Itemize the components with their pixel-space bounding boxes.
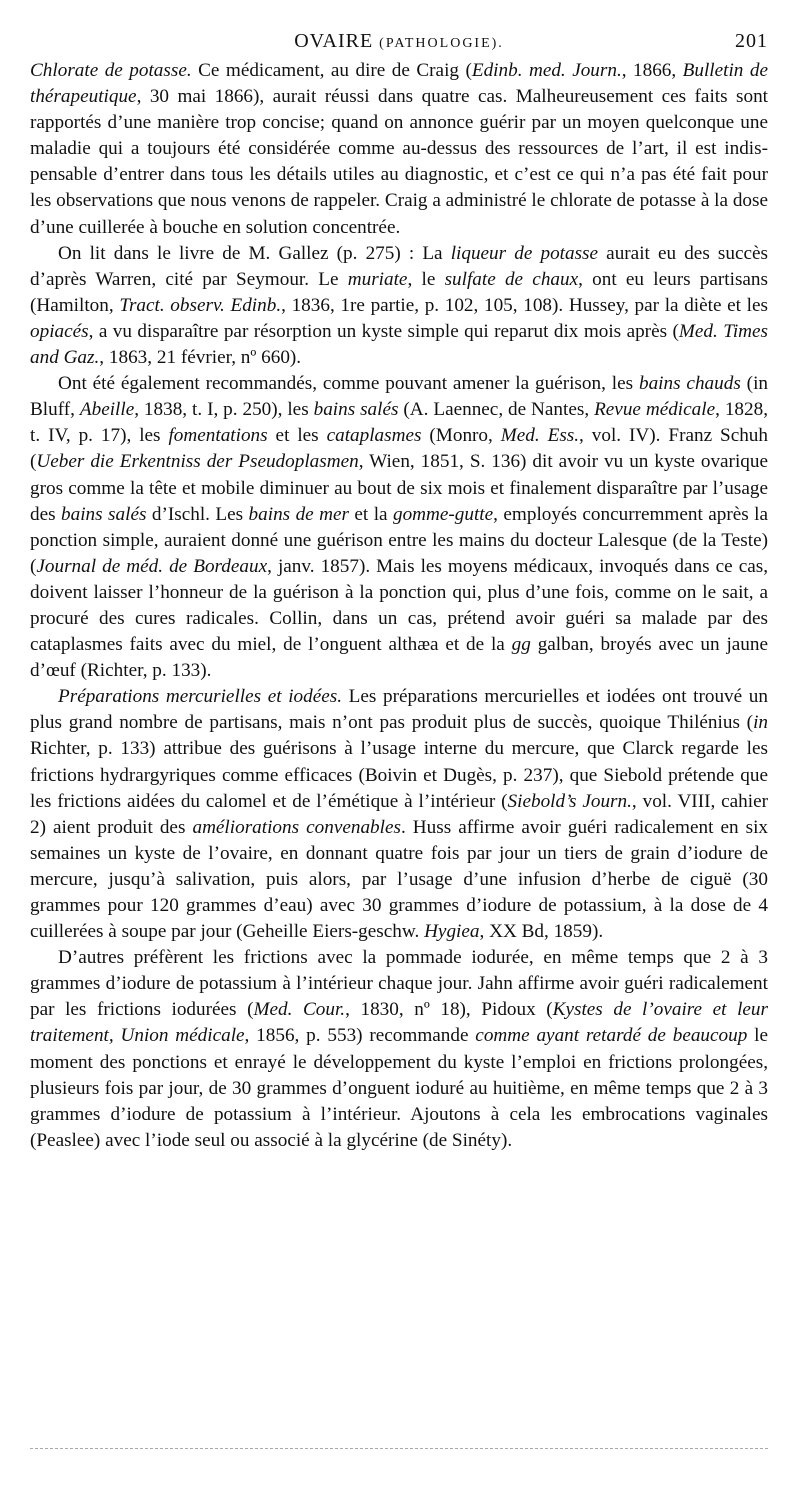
italic-run: Journal de méd. de Bordeaux: [36, 555, 268, 577]
paragraph: [30, 371, 768, 684]
italic-run: sulfate de chaux: [444, 268, 579, 290]
text-run: On lit dans le livre de M. Gallez (p. 275) : La: [58, 242, 451, 264]
italic-run: améliorations convenables: [192, 816, 401, 838]
italic-run: Ueber die Erkentniss der Pseudoplasmen: [36, 451, 359, 473]
italic-run: Bulletin de thérapeutique: [30, 60, 768, 108]
text-run: , vol. VIII, cahier 2) aient produit des: [30, 790, 769, 838]
italic-run: bains de mer: [248, 503, 349, 525]
italic-run: Abeille: [79, 399, 135, 421]
text-run: , le: [407, 268, 445, 290]
text-run: (in Bluff,: [30, 373, 768, 421]
italic-run: Edinb. med. Journ.: [471, 60, 622, 81]
text-run: aurait eu des succès d’après Warren, cité par Seymour. Le: [30, 242, 768, 290]
text-run: galban, broyés avec un jaune d’œuf (Richter, p. 133).: [30, 634, 769, 682]
italic-run: bains chauds: [638, 373, 741, 395]
italic-run: muriate: [347, 268, 408, 290]
text-run: , 1866,: [621, 60, 683, 81]
text-run: (A. Laennec, de Nantes,: [398, 399, 595, 421]
italic-run: fomentations: [168, 425, 268, 447]
text-run: d’Ischl. Les: [146, 503, 249, 525]
text-run: , vol. IV). Franz Schuh (: [30, 425, 768, 473]
italic-run: Siebold’s Journ.: [507, 790, 632, 812]
running-title: [30, 30, 768, 53]
page: [30, 28, 768, 1154]
italic-run: Tract. observ. Edinb.: [119, 294, 282, 316]
italic-run: Kystes de l’ovaire et leur traitement, Union médicale: [30, 999, 768, 1047]
text-run: , ont eu leurs partisans (Hamilton,: [30, 268, 768, 316]
text-run: , 1856, p. 553) recommande: [244, 1025, 476, 1047]
running-header: [30, 28, 768, 58]
italic-run: in: [753, 712, 768, 734]
italic-run: bains salés: [61, 503, 147, 525]
text-run: , 1838, t. I, p. 250), les: [134, 399, 314, 421]
page-number: 201: [735, 30, 768, 52]
paragraph: [30, 684, 768, 945]
text-run: , 1830, nº 18), Pidoux (: [345, 999, 553, 1021]
italic-run: bains salés: [313, 399, 399, 421]
text-run: , employés concurremment après la ponction simple, auraient donné une guérison entre les mains du docteur Lalesque (de la Teste) (: [30, 503, 768, 577]
italic-run: Med. Times and Gaz.: [30, 320, 768, 369]
text-run: , XX Bd, 1859).: [479, 921, 604, 943]
text-run: Richter, p. 133) attribue des guérisons à l’usage interne du mercure, que Clarck regarde les frictions hydrargyriques comme efficaces (Boivin et Dugès, p. 237), que Siebold prétende que les frictions aidées du calomel et de l’émétique à l’intérieur (: [30, 738, 768, 812]
text-run: D’autres préfèrent les frictions avec la pommade iodurée, en même temps que 2 à 3 grammes d’iodure de potassium à l’intérieur chaque jour. Jahn affirme avoir guéri radicalement par les frictions iodurées (: [30, 947, 768, 1021]
body-text: [30, 58, 768, 1154]
italic-run: Hygiea: [424, 921, 480, 943]
text-run: , janv. 1857). Mais les moyens médicaux, invoqués dans ce cas, doivent laisser l’honneur de la guérison à la ponction qui, plus d’une fois, comme on le sait, a procuré des cures radicales. Collin, dans un cas, prétend avoir guéri sa malade par des cataplasmes faits avec du miel, de l’onguent althæa et de la: [30, 555, 768, 656]
italic-run: Chlorate de potasse.: [30, 60, 192, 81]
italic-run: gomme-gutte: [392, 503, 494, 525]
text-run: et la: [348, 503, 393, 525]
paragraph: [30, 241, 768, 371]
italic-run: cataplasmes: [326, 425, 422, 447]
running-title-sub: (PATHOLOGIE).: [379, 36, 504, 51]
text-run: et les: [267, 425, 327, 447]
text-run: (Monro,: [421, 425, 501, 447]
italic-run: Préparations mercurielles et iodées.: [58, 686, 343, 708]
paragraph: [30, 58, 768, 241]
paragraph: [30, 945, 768, 1154]
text-run: , 1828, t. IV, p. 17), les: [30, 399, 768, 447]
italic-run: opiacés: [30, 320, 89, 342]
text-run: , Wien, 1851, S. 136) dit avoir vu un kyste ovarique gros comme la tête et mobile diminuer au bout de six mois et finalement disparaître par l’usage des: [30, 451, 768, 525]
text-run: le moment des ponctions et enrayé le développement du kyste l’emploi en frictions prolongées, plusieurs fois par jour, de 30 grammes d’onguent ioduré au huitième, en même temps que 2 à 3 grammes d’iodure de potassium à l’intérieur. Ajoutons à cela les embrocations vaginales (Peaslee) avec l’iode seul ou associé à la glycérine (de Sinéty).: [30, 1025, 768, 1151]
text-run: Ce médicament, au dire de Craig (: [191, 60, 472, 81]
italic-run: Revue médicale: [594, 399, 716, 421]
text-run: . Huss affirme avoir guéri radicalement en six semaines un kyste de l’ovaire, en donnant quatre fois par jour un tiers de grain d’iodure de mercure, jusqu’à salivation, puis alors, par l’usage d’une infusion d’herbe de ciguë (30 grammes pour 120 grammes d’eau) avec 30 grammes d’iodure de potassium, à la dose de 4 cuillerées à soupe par jour (Geheille Eiers-geschw.: [30, 816, 768, 943]
text-run: Ont été également recommandés, comme pouvant amener la guérison, les: [58, 373, 639, 395]
running-title-main: OVAIRE: [294, 30, 374, 52]
text-run: , 1863, 21 février, nº 660).: [99, 347, 302, 369]
text-run: , 30 mai 1866), aurait réussi dans quatre cas. Malheureusement ces faits sont rapportés d’une manière trop concise; quand on annonce guérir par un moyen quelconque une maladie qui a toujours été considérée comme au-dessus des ressources de l’art, il est indispensable d’entrer dans tous les détails utiles au diagnostic, et c’est ce qui n’a pas été fait pour les observations que nous venons de rappeler. Craig a administré le chlorate de potasse à la dose d’une cuillerée à bouche en solution concentrée.: [30, 86, 768, 238]
italic-run: gg: [511, 634, 531, 656]
italic-run: liqueur de potasse: [450, 242, 599, 264]
text-run: , a vu disparaître par résorption un kyste simple qui reparut dix mois après (: [88, 320, 679, 342]
text-run: , 1836, 1re partie, p. 102, 105, 108). Hussey, par la diète et les: [281, 294, 768, 316]
italic-run: Med. Cour.: [253, 999, 346, 1021]
text-run: Les préparations mercurielles et iodées ont trouvé un plus grand nombre de partisans, mais n’ont pas produit plus de succès, quoique Thilénius (: [30, 686, 768, 734]
italic-run: comme ayant retardé de beaucoup: [475, 1025, 748, 1047]
italic-run: Med. Ess.: [500, 425, 580, 447]
footer-rule: [30, 1448, 768, 1449]
